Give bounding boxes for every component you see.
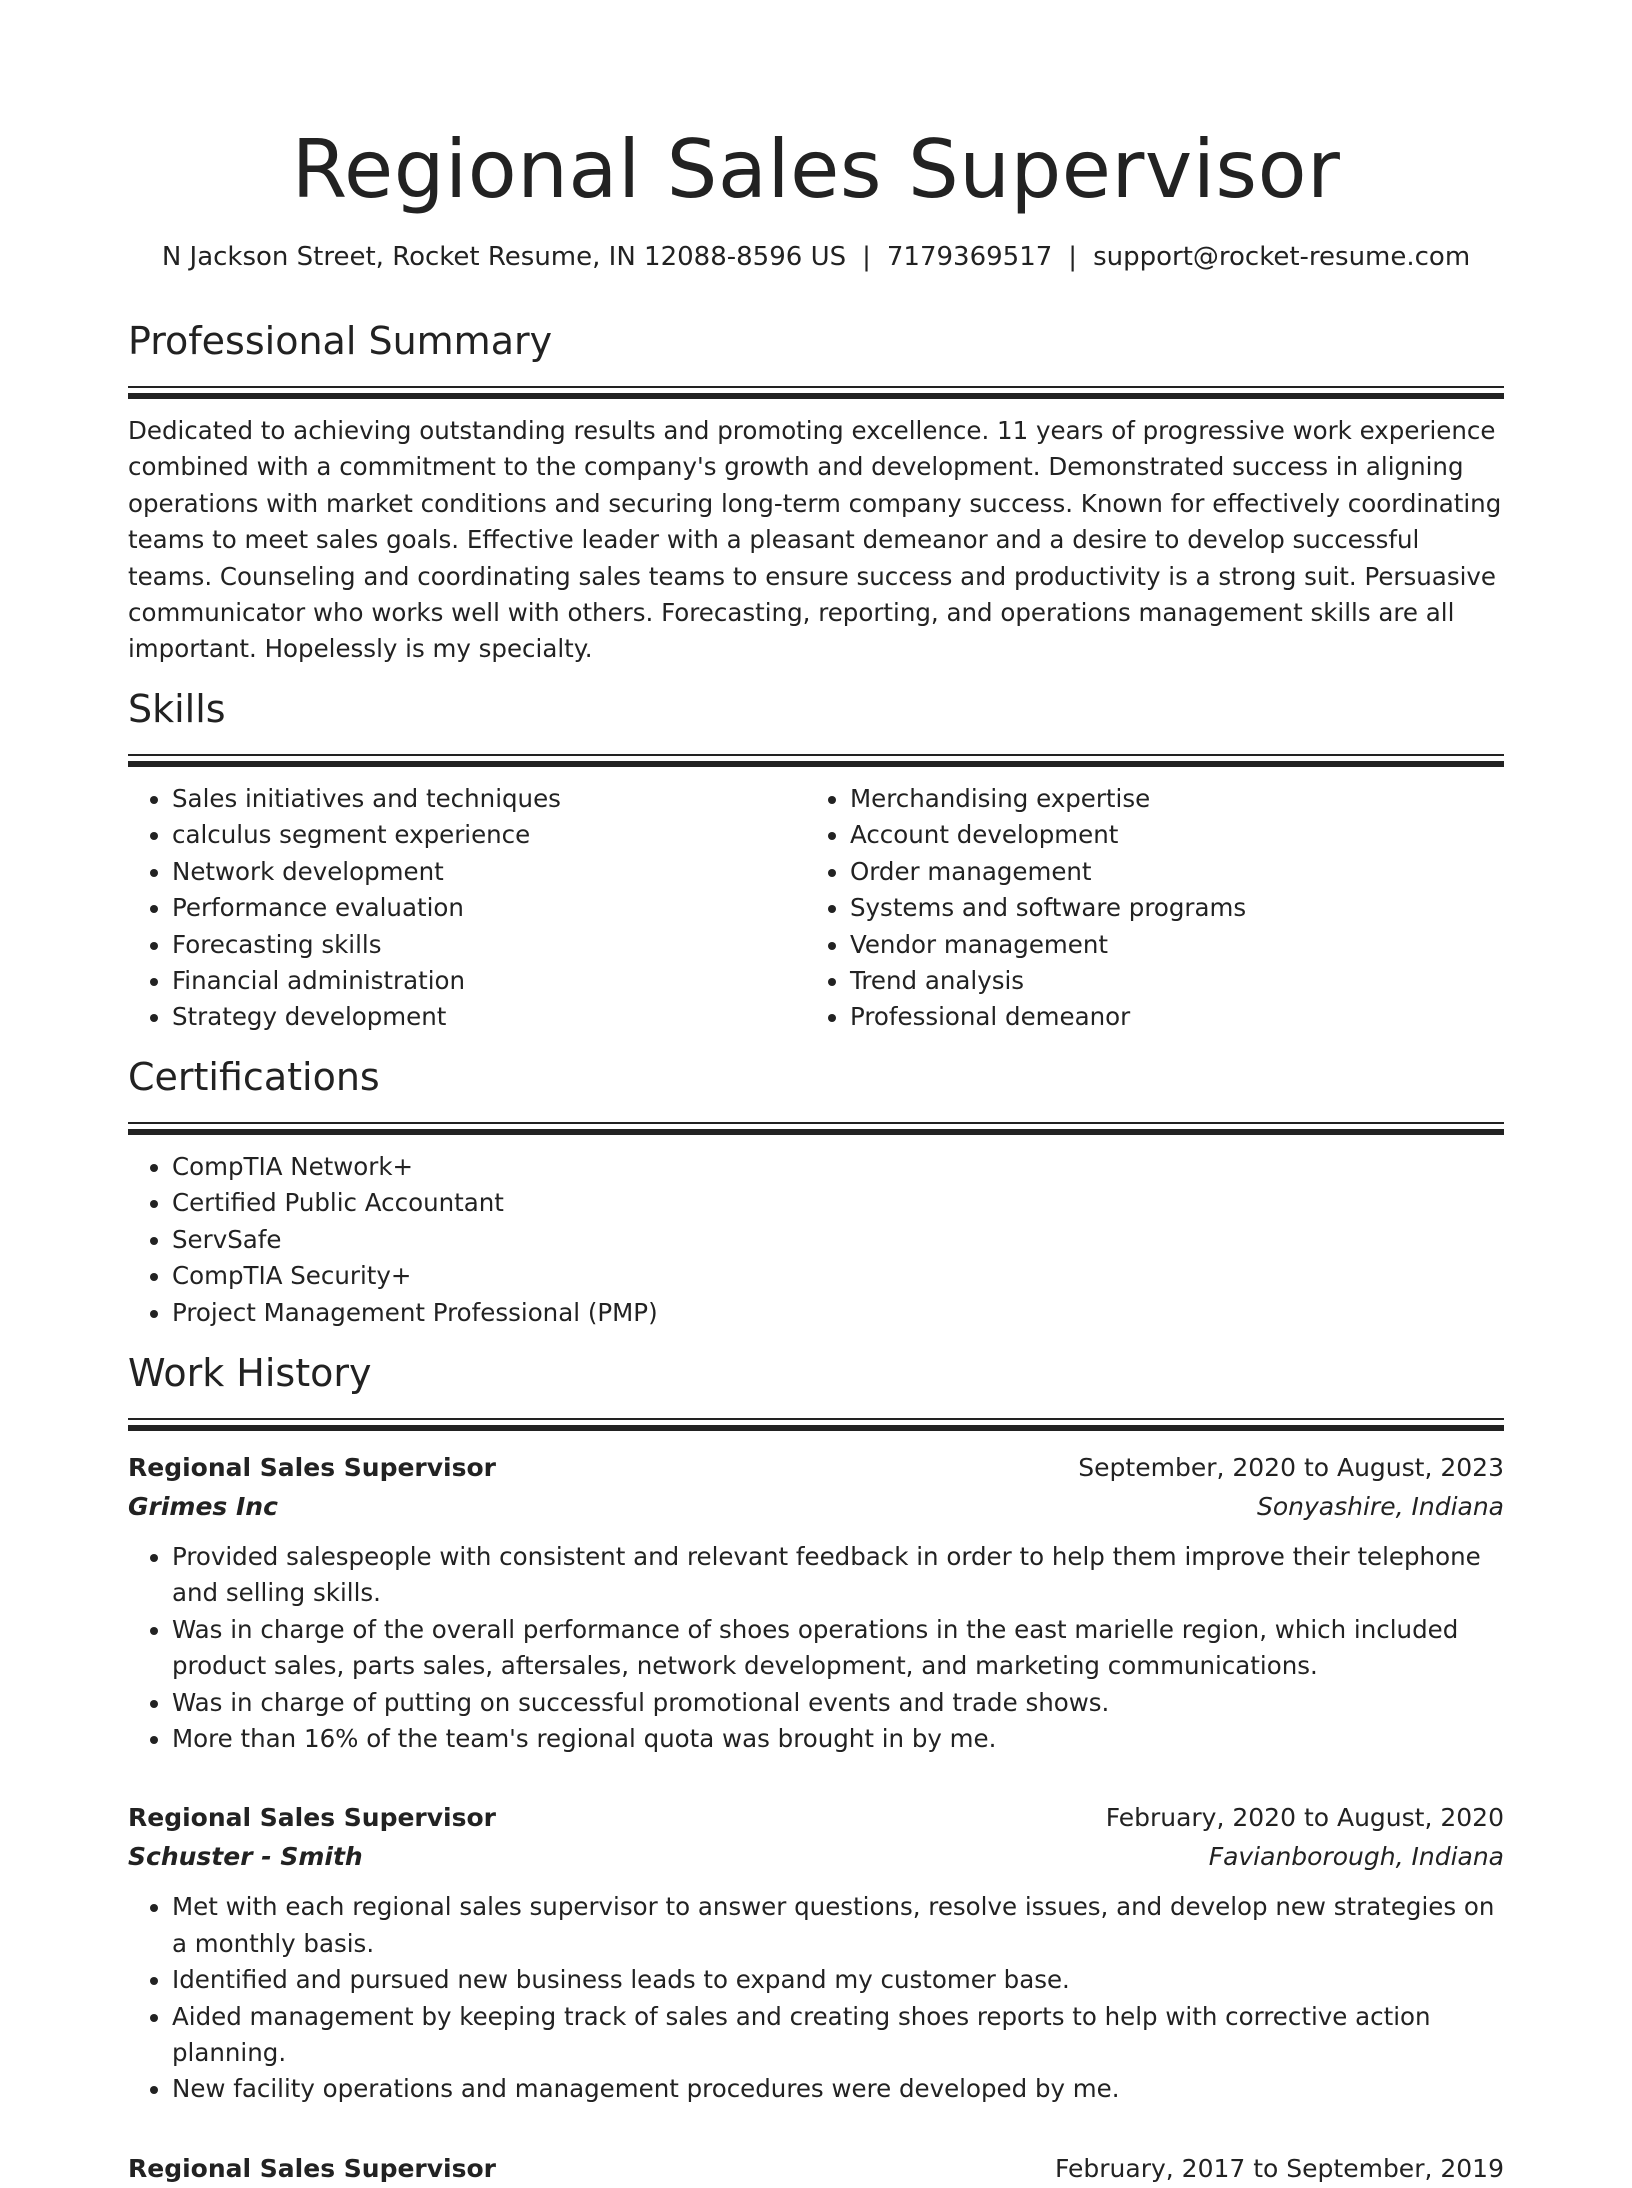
skill-item: • Strategy development <box>172 999 806 1035</box>
skills-columns <box>128 781 1504 1036</box>
job-bullet: • Provided salespeople with consistent and relevant feedback in order to help them improve their telephone and selling skills. <box>172 1539 1504 1612</box>
job-bullet: • Was in charge of the overall performance of shoes operations in the east marielle region, which included product sales, parts sales, aftersales, network development, and marketing communications. <box>172 1612 1504 1685</box>
job-company-row <box>128 1837 1504 1877</box>
job-entry <box>128 2150 1504 2188</box>
job-title: Regional Sales Supervisor <box>128 1803 497 1833</box>
job-bullet: • Identified and pursued new business leads to expand my customer base. <box>172 1962 1504 1998</box>
job-header-row <box>128 1799 1504 1837</box>
job-dates: February, 2017 to September, 2019 <box>1055 2153 1504 2183</box>
job-dates: September, 2020 to August, 2023 <box>1078 1453 1504 1482</box>
job-entry <box>128 1799 1504 2107</box>
summary-text: Dedicated to achieving outstanding results and promoting excellence. 11 years of progressive work experience combined with a commitment to the company's growth and development. Demonstrated success in aligning operations with market conditions and securing long-term company success. Known for effectively coordinating teams to meet sales goals. Effective leader with a pleasant demeanor and a desire to develop successful teams. Counseling and coordinating sales teams to ensure success and productivity is a strong suit. Persuasive communicator who works well with others. Forecasting, reporting, and operations management skills are all important. Hopelessly is my specialty. <box>128 416 1502 664</box>
section-rule-thick <box>128 1425 1504 1431</box>
job-company: Schuster - Smith <box>128 1842 363 1872</box>
job-bullet: • Aided management by keeping track of sales and creating shoes reports to help with corrective action planning. <box>172 1999 1504 2072</box>
section-rule-thick <box>128 761 1504 767</box>
contact-address: N Jackson Street, Rocket Resume, IN 12088-8596 US <box>161 242 847 272</box>
summary-heading: Professional Summary <box>128 319 553 363</box>
section-rule <box>128 1418 1504 1420</box>
skill-item: • calculus segment experience <box>172 817 806 853</box>
certification-item: • CompTIA Network+ <box>172 1149 1504 1185</box>
certifications-list <box>128 1149 1504 1331</box>
skill-item: • Account development <box>850 817 1484 853</box>
job-header-row <box>128 2150 1504 2188</box>
skill-item: • Merchandising expertise <box>850 781 1484 817</box>
contact-separator: | <box>862 242 871 272</box>
certifications-heading: Certifications <box>128 1055 380 1099</box>
certification-item: • CompTIA Security+ <box>172 1258 1504 1294</box>
skills-heading: Skills <box>128 687 226 731</box>
skill-item: • Order management <box>850 854 1484 890</box>
skill-item: • Professional demeanor <box>850 999 1484 1035</box>
skill-item: • Trend analysis <box>850 963 1484 999</box>
resume-name: Regional Sales Supervisor <box>291 123 1341 216</box>
section-rule <box>128 754 1504 756</box>
skills-list-left <box>128 781 806 1036</box>
section-rule-thick <box>128 393 1504 399</box>
job-title: Regional Sales Supervisor <box>128 2153 497 2183</box>
contact-separator: | <box>1068 242 1078 272</box>
job-entry <box>128 1449 1504 1757</box>
skills-list-right <box>806 781 1484 1036</box>
job-company: Grimes Inc <box>128 1492 278 1521</box>
job-bullet: • Met with each regional sales supervisor to answer questions, resolve issues, and develop new strategies on a monthly basis. <box>172 1889 1504 1962</box>
job-company-row <box>128 1487 1504 1527</box>
certifications-section <box>128 1052 1504 1331</box>
skills-column-left <box>128 781 806 1036</box>
section-rule <box>128 1122 1504 1124</box>
skills-column-right <box>806 781 1484 1036</box>
job-bullets <box>128 1539 1504 1757</box>
certifications-block <box>128 1149 1504 1331</box>
job-location: Sonyashire, Indiana <box>1256 1492 1504 1521</box>
work-history-section <box>128 1348 1504 2188</box>
skill-item: • Systems and software programs <box>850 890 1484 926</box>
job-bullets <box>128 1889 1504 2107</box>
job-title: Regional Sales Supervisor <box>128 1453 497 1482</box>
skills-section <box>128 684 1504 1036</box>
contact-line <box>128 240 1504 274</box>
summary-section <box>128 316 1504 668</box>
job-bullet: • Was in charge of putting on successful promotional events and trade shows. <box>172 1685 1504 1721</box>
section-rule <box>128 386 1504 388</box>
contact-email: support@rocket-resume.com <box>1093 242 1471 272</box>
skill-item: • Vendor management <box>850 927 1484 963</box>
skill-item: • Sales initiatives and techniques <box>172 781 806 817</box>
contact-phone: 7179369517 <box>886 242 1053 272</box>
skill-item: • Financial administration <box>172 963 806 999</box>
section-rule-thick <box>128 1129 1504 1135</box>
work-history-heading: Work History <box>128 1351 372 1395</box>
certification-item: • ServSafe <box>172 1222 1504 1258</box>
skill-item: • Network development <box>172 854 806 890</box>
certification-item: • Certified Public Accountant <box>172 1185 1504 1221</box>
job-bullet: • New facility operations and management procedures were developed by me. <box>172 2071 1504 2107</box>
skill-item: • Performance evaluation <box>172 890 806 926</box>
certification-item: • Project Management Professional (PMP) <box>172 1295 1504 1331</box>
job-bullet: • More than 16% of the team's regional quota was brought in by me. <box>172 1721 1504 1757</box>
skill-item: • Forecasting skills <box>172 927 806 963</box>
job-location: Favianborough, Indiana <box>1208 1842 1504 1872</box>
job-header-row <box>128 1449 1504 1487</box>
job-dates: February, 2020 to August, 2020 <box>1105 1803 1504 1833</box>
